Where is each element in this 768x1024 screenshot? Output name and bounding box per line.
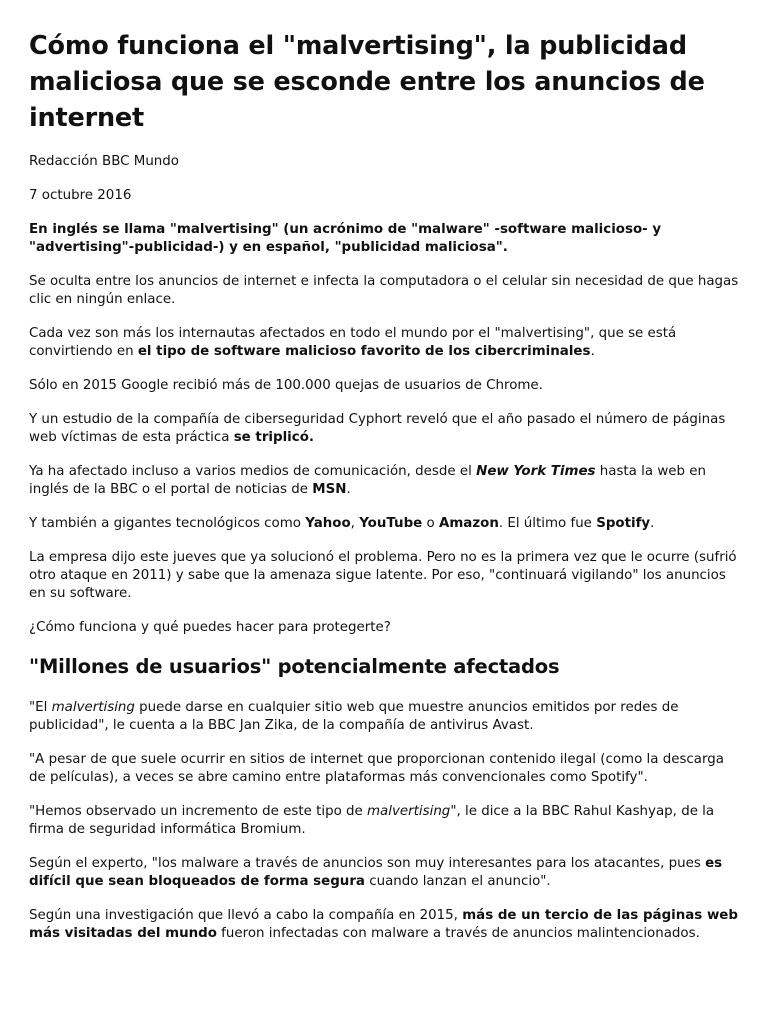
- paragraph-2: [29, 325, 740, 361]
- youtube-name: YouTube: [359, 516, 423, 531]
- nyt-name: New York Times: [476, 464, 596, 479]
- paragraph-2-highlight: el tipo de software malicioso favorito de los cibercriminales: [137, 344, 591, 359]
- paragraph-11-text: "Hemos observado un incremento de este tipo de: [29, 804, 368, 819]
- paragraph-2-end: .: [590, 344, 595, 359]
- paragraph-5-mid: hasta la web en inglés de la BBC o el portal de noticias de: [29, 464, 706, 497]
- article-title: Cómo funciona el "malvertising", la publicidad maliciosa que se esconde entre los anuncios de internet: [29, 31, 705, 133]
- separator: o: [422, 516, 439, 531]
- paragraph-4-text: Y un estudio de la compañía de ciberseguridad Cyphort reveló que el año pasado el número de páginas web víctimas de esta práctica: [29, 412, 726, 445]
- paragraph-10: "A pesar de que suele ocurrir en sitios de internet que proporcionan contenido ilegal (como la descarga de películas), a veces se abre camino entre plataformas más convencionales como Spotify".: [29, 752, 724, 785]
- malvertising-term: malvertising: [367, 804, 451, 819]
- paragraph-13-highlight: más de un tercio de las páginas web más visitadas del mundo: [29, 908, 738, 941]
- paragraph-9-end: puede darse en cualquier sitio web que muestre anuncios emitidos por redes de publicidad", le cuenta a la BBC Jan Zika, de la compañía de antivirus Avast.: [29, 700, 679, 733]
- paragraph-5-text: Ya ha afectado incluso a varios medios de comunicación, desde el: [29, 464, 477, 479]
- paragraph-6-end: .: [650, 516, 655, 531]
- paragraph-9: [29, 699, 740, 735]
- article-lede: En inglés se llama "malvertising" (un acrónimo de "malware" -software malicioso- y "advertising"-publicidad-) y en español, "publicidad maliciosa".: [29, 222, 662, 255]
- spotify-name: Spotify: [596, 516, 651, 531]
- paragraph-2-text: Cada vez son más los internautas afectados en todo el mundo por el "malvertising", que se está convirtiendo en: [29, 326, 677, 359]
- separator: ,: [350, 516, 360, 531]
- paragraph-13-text: Según una investigación que llevó a cabo la compañía en 2015,: [29, 908, 463, 923]
- amazon-name: Amazon: [438, 516, 499, 531]
- paragraph-5: [29, 463, 740, 499]
- separator: . El último fue: [498, 516, 597, 531]
- paragraph-6-text: Y también a gigantes tecnológicos como: [29, 516, 306, 531]
- paragraph-7: La empresa dijo este jueves que ya solucionó el problema. Pero no es la primera vez que le ocurre (sufrió otro ataque en 2011) y sabe que la amenaza sigue latente. Por eso, "continuará vigilando" los anuncios en su software.: [29, 550, 737, 601]
- msn-name: MSN: [312, 482, 347, 497]
- paragraph-4: [29, 411, 740, 447]
- article-date: 7 octubre 2016: [29, 188, 132, 203]
- paragraph-13: [29, 907, 740, 943]
- paragraph-4-highlight: se triplicó.: [233, 430, 315, 445]
- paragraph-13-end: fueron infectadas con malware a través de anuncios malintencionados.: [216, 926, 700, 941]
- article-byline: Redacción BBC Mundo: [29, 154, 179, 169]
- paragraph-12: [29, 855, 740, 891]
- malvertising-term: malvertising: [51, 700, 135, 715]
- paragraph-11-end: ", le dice a la BBC Rahul Kashyap, de la firma de seguridad informática Bromium.: [29, 804, 715, 837]
- paragraph-1: Se oculta entre los anuncios de internet e infecta la computadora o el celular sin necesidad de que hagas clic en ningún enlace.: [29, 274, 739, 307]
- paragraph-8: ¿Cómo funciona y qué puedes hacer para protegerte?: [29, 620, 391, 635]
- section-heading: "Millones de usuarios" potencialmente afectados: [29, 655, 560, 678]
- paragraph-11: [29, 803, 740, 839]
- paragraph-3: Sólo en 2015 Google recibió más de 100.000 quejas de usuarios de Chrome.: [29, 378, 543, 393]
- paragraph-12-text: Según el experto, "los malware a través de anuncios son muy interesantes para los atacantes, pues: [29, 856, 706, 871]
- paragraph-5-end: .: [346, 482, 351, 497]
- paragraph-12-end: cuando lanzan el anuncio".: [364, 874, 551, 889]
- yahoo-name: Yahoo: [305, 516, 351, 531]
- paragraph-6: [29, 515, 740, 533]
- paragraph-12-highlight: es difícil que sean bloqueados de forma segura: [29, 856, 723, 889]
- paragraph-9-text: "El: [29, 700, 52, 715]
